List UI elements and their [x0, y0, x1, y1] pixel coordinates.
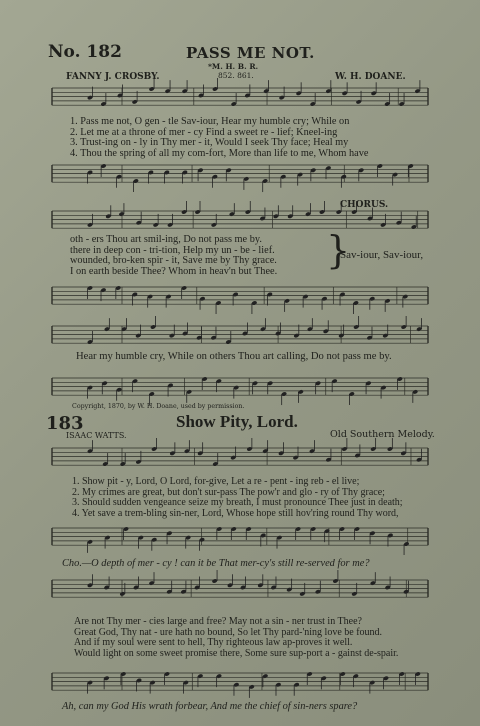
meter-numbers: 852. 861. [218, 71, 254, 80]
verse-line: 2. Let me at a throne of mer - cy Find a sweet re - lief; Kneel-ing [70, 126, 338, 138]
author-credit: FANNY J. CROSBY. [66, 72, 160, 82]
hymn-number: No. 182 [48, 42, 122, 62]
verse-line: 4. Thou the spring of all my com-fort, More than life to me, Whom have [70, 147, 369, 159]
composer-credit-2: Old Southern Melody. [330, 429, 435, 440]
verse-line: wounded, bro-ken spir - it, Save me by Thy grace. [70, 255, 277, 266]
verse-line: 3. Should sudden vengeance seize my breath, I must pronounce Thee just in death; [72, 497, 403, 508]
hymn-title: PASS ME NOT. [186, 44, 315, 62]
verse-line: I on earth beside Thee? Whom in heav'n but Thee. [70, 265, 278, 277]
verse-line: 1. Pass me not, O gen - tle Sav-iour, Hear my humble cry; While on [70, 116, 350, 127]
composer-credit: W. H. DOANE. [335, 72, 406, 82]
verse-line: 2. My crimes are great, but don't sur-pass The pow'r and glo - ry of Thy grace; [72, 486, 385, 498]
chorus-line-2: Cho.—O depth of mer - cy ! can it be That mer-cy's still re-served for me? [62, 558, 370, 569]
verse-line: there in deep con - tri-tion, Help my un - be - lief. [70, 244, 275, 256]
verse-line: 4. Yet save a trem-bling sin-ner, Lord, Whose hope still hov'ring round Thy word, [72, 507, 399, 519]
copyright-notice: Copyright, 1870, by W. H. Doane, used by permission. [72, 403, 245, 410]
chorus-label: CHORUS. [340, 200, 389, 210]
verse-line: Great God, Thy nat - ure hath no bound, So let Thy pard-'ning love be found. [74, 626, 383, 638]
author-credit-2: ISAAC WATTS. [66, 431, 127, 440]
verse-block-2 [70, 235, 277, 277]
hymn-number-2: 183 [46, 413, 84, 434]
meter-label: *M. H. B. R. [208, 62, 259, 71]
final-line: Ah, can my God His wrath forbear, And me the chief of sin-ners spare? [62, 701, 358, 712]
chorus-line: Hear my humble cry, While on others Thou art calling, Do not pass me by. [76, 351, 392, 362]
verse-line: Would light on some sweet promise there, Some sure sup-port a - gainst de-spair. [74, 647, 399, 659]
brace-glyph: } [326, 228, 351, 272]
verse-line: 3. Trust-ing on - ly in Thy mer - it, Would I seek Thy face; Heal my [70, 137, 349, 148]
verse-block-1 [70, 117, 368, 159]
verse-line: 1. Show pit - y, Lord, O Lord, for-give, Let a re - pent - ing reb - el live; [72, 476, 360, 487]
hymn-title-2: Show Pity, Lord. [176, 412, 298, 431]
verse-line: And if my soul were sent to hell, Thy righteous law ap-proves it well. [74, 637, 353, 648]
verse-line: Are not Thy mer - cies large and free? May not a sin - ner trust in Thee? [74, 616, 362, 627]
verse-block-3 [72, 477, 403, 519]
verse-block-4 [74, 617, 398, 659]
chorus-start: Sav-iour, Sav-iour, [340, 249, 424, 261]
verse-line: oth - ers Thou art smil-ing, Do not pass me by. [70, 234, 262, 245]
